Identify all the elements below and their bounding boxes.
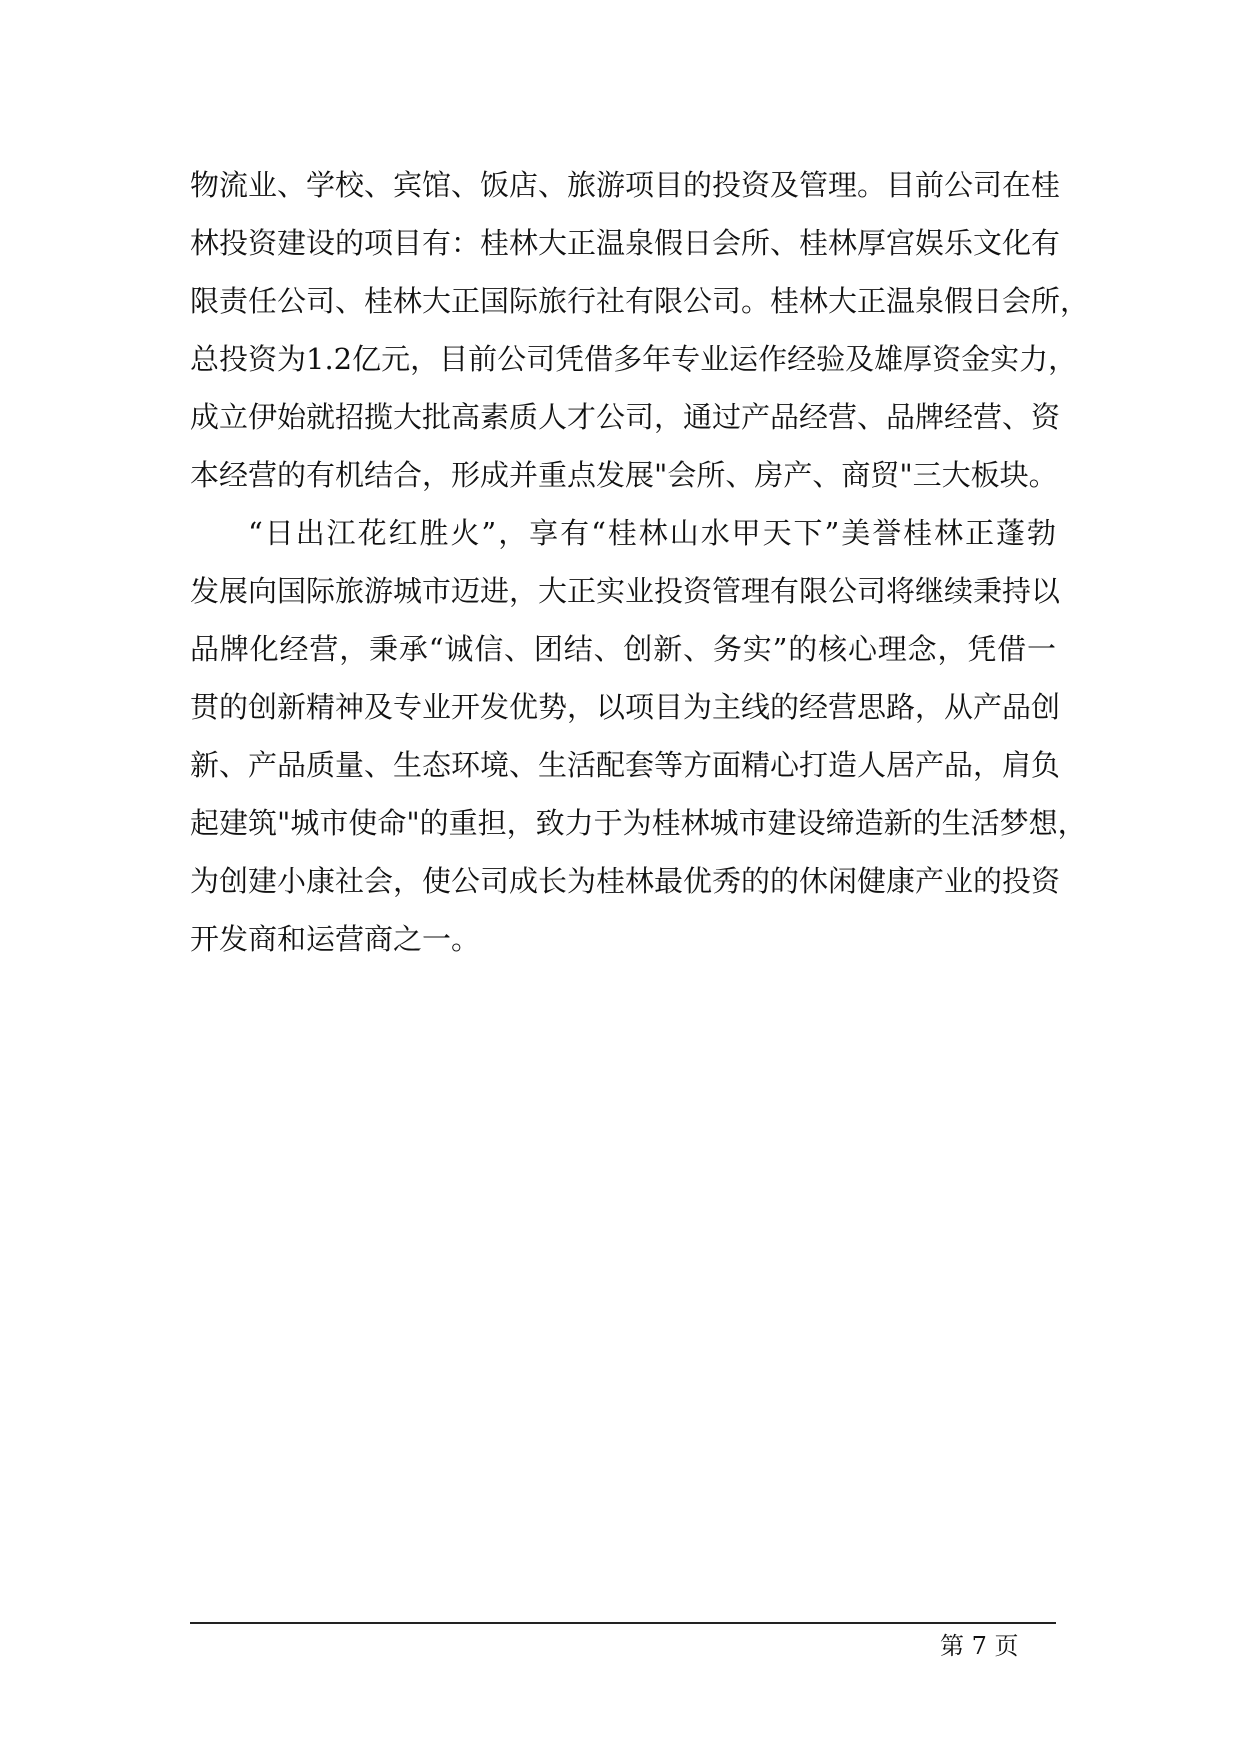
body-text (190, 156, 1090, 968)
paragraph-line: 开发商和运营商之一。 (190, 922, 481, 956)
footer-divider (190, 1622, 1056, 1624)
paragraph-line: 品牌化经营，秉承“诚信、团结、创新、务实”的核心理念，凭借一 (190, 632, 1056, 666)
paragraph-line: 林投资建设的项目有：桂林大正温泉假日会所、桂林厚宫娱乐文化有 (190, 226, 1061, 260)
paragraph-line: “日出江花红胜火”，享有“桂林山水甲天下”美誉桂林正蓬勃 (248, 516, 1056, 550)
paragraph-line: 本经营的有机结合，形成并重点发展"会所、房产、商贸"三大板块。 (190, 458, 1058, 492)
paragraph-1 (190, 156, 1090, 504)
page-number: 第 7 页 (940, 1632, 1019, 1660)
paragraph-line: 贯的创新精神及专业开发优势，以项目为主线的经营思路，从产品创 (190, 690, 1061, 724)
paragraph-line: 新、产品质量、生态环境、生活配套等方面精心打造人居产品，肩负 (190, 748, 1061, 782)
paragraph-line: 起建筑"城市使命"的重担，致力于为桂林城市建设缔造新的生活梦想， (190, 806, 1087, 840)
paragraph-line: 发展向国际旅游城市迈进，大正实业投资管理有限公司将继续秉持以 (190, 574, 1061, 608)
paragraph-line: 总投资为1.2亿元，目前公司凭借多年专业运作经验及雄厚资金实力， (190, 342, 1078, 376)
paragraph-line: 物流业、学校、宾馆、饭店、旅游项目的投资及管理。目前公司在桂 (190, 168, 1061, 202)
paragraph-line: 限责任公司、桂林大正国际旅行社有限公司。桂林大正温泉假日会所， (190, 284, 1090, 318)
paragraph-line: 成立伊始就招揽大批高素质人才公司，通过产品经营、品牌经营、资 (190, 400, 1061, 434)
paragraph-2 (190, 504, 1087, 968)
paragraph-line: 为创建小康社会，使公司成长为桂林最优秀的的休闲健康产业的投资 (190, 864, 1061, 898)
